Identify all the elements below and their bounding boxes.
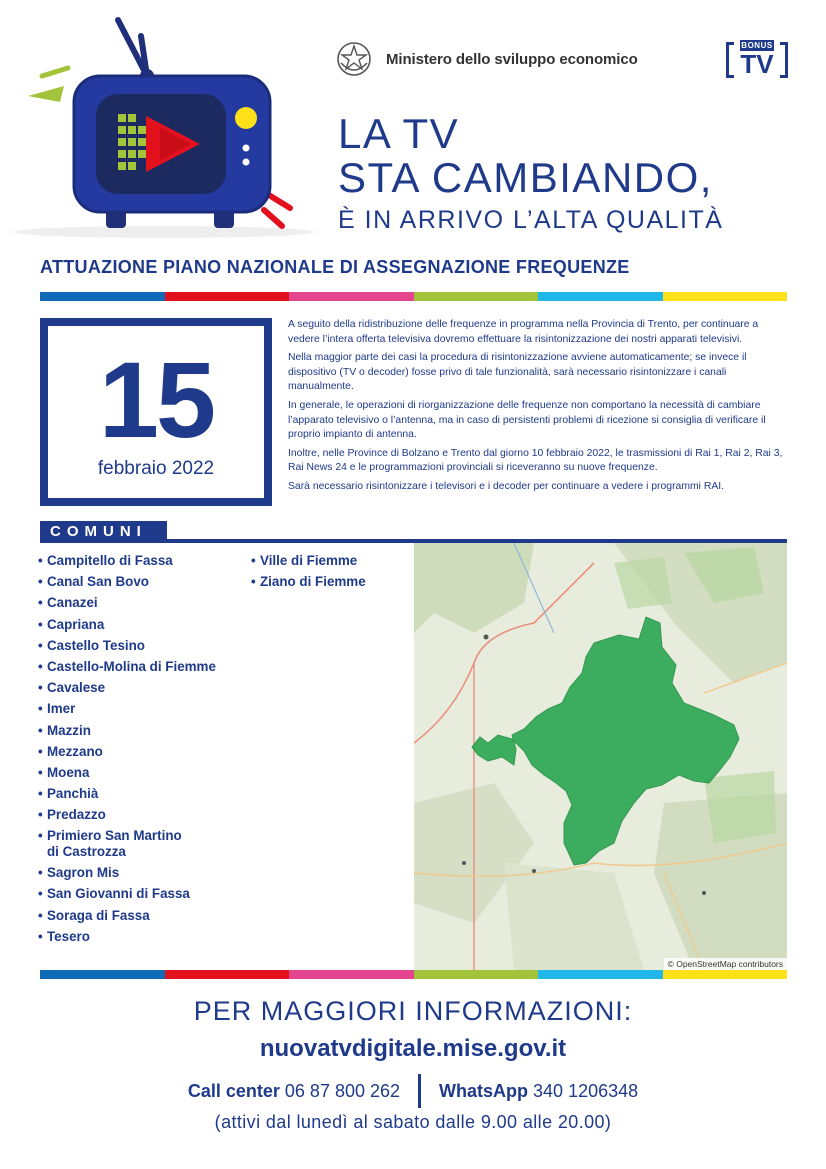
call-center-label: Call center xyxy=(187,1080,285,1101)
headline-line-3: È IN ARRIVO L’ALTA QUALITÀ xyxy=(338,206,724,234)
service-hours: (attivi dal lunedì al sabato dalle 9.00 alle 20.00) xyxy=(214,1112,612,1132)
list-item: • Mezzano xyxy=(38,744,248,760)
area-map xyxy=(414,543,787,970)
comuni-list-column-1 xyxy=(38,553,248,950)
list-item: • Tesero xyxy=(38,929,248,945)
list-item: • Ville di Fiemme xyxy=(251,553,411,569)
call-center-contact xyxy=(188,1081,400,1102)
stripe-segment xyxy=(663,292,788,301)
stripe-segment xyxy=(40,970,165,979)
intro-text xyxy=(288,318,790,499)
stripe-segment xyxy=(289,970,414,979)
list-item: • Castello Tesino xyxy=(38,638,248,654)
stripe-segment xyxy=(289,292,414,301)
map-credit: © OpenStreetMap contributors xyxy=(664,958,787,970)
comuni-title: COMUNI xyxy=(40,521,167,543)
list-item: • Soraga di Fassa xyxy=(38,908,248,924)
stripe-segment xyxy=(414,970,539,979)
list-item: • Canal San Bovo xyxy=(38,574,248,590)
list-item: • San Giovanni di Fassa xyxy=(38,886,248,902)
list-item: • Moena xyxy=(38,765,248,781)
logo-bonus-text: BONUS xyxy=(741,41,773,50)
whatsapp-label: WhatsApp xyxy=(439,1080,534,1101)
map-graphic xyxy=(414,543,787,970)
whatsapp-number[interactable]: 340 1206348 xyxy=(533,1080,639,1101)
list-item: • Predazzo xyxy=(38,807,248,823)
list-item: • Castello-Molina di Fiemme xyxy=(38,659,248,675)
logo-bracket-right xyxy=(780,42,788,78)
intro-paragraph: A seguito della ridistribuzione delle frequenze in programma nella Provincia di Trento, per continuare a vedere l’intera offerta televisiva dovremo effettuare la risintonizzazione dei nostri apparati televisivi. xyxy=(288,319,759,345)
stripe-segment xyxy=(538,970,663,979)
subtitle: ATTUAZIONE PIANO NAZIONALE DI ASSEGNAZIONE FREQUENZE xyxy=(40,257,630,277)
logo-bracket-left xyxy=(726,42,734,78)
stripe-segment xyxy=(40,292,165,301)
bonus-tv-logo xyxy=(726,40,788,80)
list-item: • Capriana xyxy=(38,617,248,633)
stripe-segment xyxy=(414,292,539,301)
color-stripe-top xyxy=(40,292,787,301)
stripe-segment xyxy=(663,970,788,979)
comuni-list-column-2 xyxy=(251,553,411,595)
intro-paragraph: Nella maggior parte dei casi la procedura di risintonizzazione avviene automaticamente; se invece il dispositivo (TV o decoder) fosse privo di tale funzionalità, sarà necessario risintonizzare i canali manualmente. xyxy=(288,352,747,393)
stripe-segment xyxy=(538,292,663,301)
ministry-header xyxy=(336,40,638,78)
list-item: • Canazei xyxy=(38,595,248,611)
headline-line-2: STA CAMBIANDO, xyxy=(338,154,713,201)
call-center-number[interactable]: 06 87 800 262 xyxy=(284,1080,401,1101)
contacts-separator xyxy=(418,1074,421,1108)
italian-republic-emblem-icon xyxy=(336,41,372,77)
intro-paragraph: In generale, le operazioni di riorganizzazione delle frequenze non comportano la necessità di cambiare l’apparato televisivo o l’antenna, ma in caso di persistenti problemi di ricezione si consiglia di verificare il proprio impianto di antenna. xyxy=(288,399,766,441)
stripe-segment xyxy=(165,970,290,979)
intro-paragraph: Inoltre, nelle Province di Bolzano e Trento dal giorno 10 febbraio 2022, le trasmissioni di Rai 1, Rai 2, Rai 3, Rai News 24 e le programmazioni provinciali si riceveranno su nuove frequenze. xyxy=(288,447,783,474)
list-item: • Primiero San Martino di Castrozza xyxy=(38,828,248,859)
list-item: • Mazzin xyxy=(38,723,248,739)
contacts-row xyxy=(0,1074,826,1108)
list-item: • Ziano di Fiemme xyxy=(251,574,411,590)
date-day: 15 xyxy=(98,339,214,460)
list-item: • Cavalese xyxy=(38,680,248,696)
date-month-year: febbraio 2022 xyxy=(97,458,215,479)
list-item: • Campitello di Fassa xyxy=(38,553,248,569)
headline-line-1: LA TV xyxy=(338,110,460,157)
headline xyxy=(338,112,808,238)
website-link[interactable]: nuovatvdigitale.mise.gov.it xyxy=(259,1035,567,1062)
more-info-heading: PER MAGGIORI INFORMAZIONI: xyxy=(193,996,633,1026)
list-item: • Imer xyxy=(38,701,248,717)
color-stripe-bottom xyxy=(40,970,787,979)
ministry-name: Ministero dello sviluppo economico xyxy=(386,50,638,68)
whatsapp-contact xyxy=(439,1081,638,1102)
stripe-segment xyxy=(165,292,290,301)
logo-tv-text: TV xyxy=(740,49,774,79)
intro-paragraph: Sarà necessario risintonizzare i televisori e i decoder per continuare a vedere i programmi RAI. xyxy=(288,480,725,492)
tv-illustration-icon xyxy=(14,14,314,244)
list-item: • Sagron Mis xyxy=(38,865,248,881)
comuni-header xyxy=(40,521,787,543)
date-box xyxy=(40,318,272,506)
list-item: • Panchià xyxy=(38,786,248,802)
